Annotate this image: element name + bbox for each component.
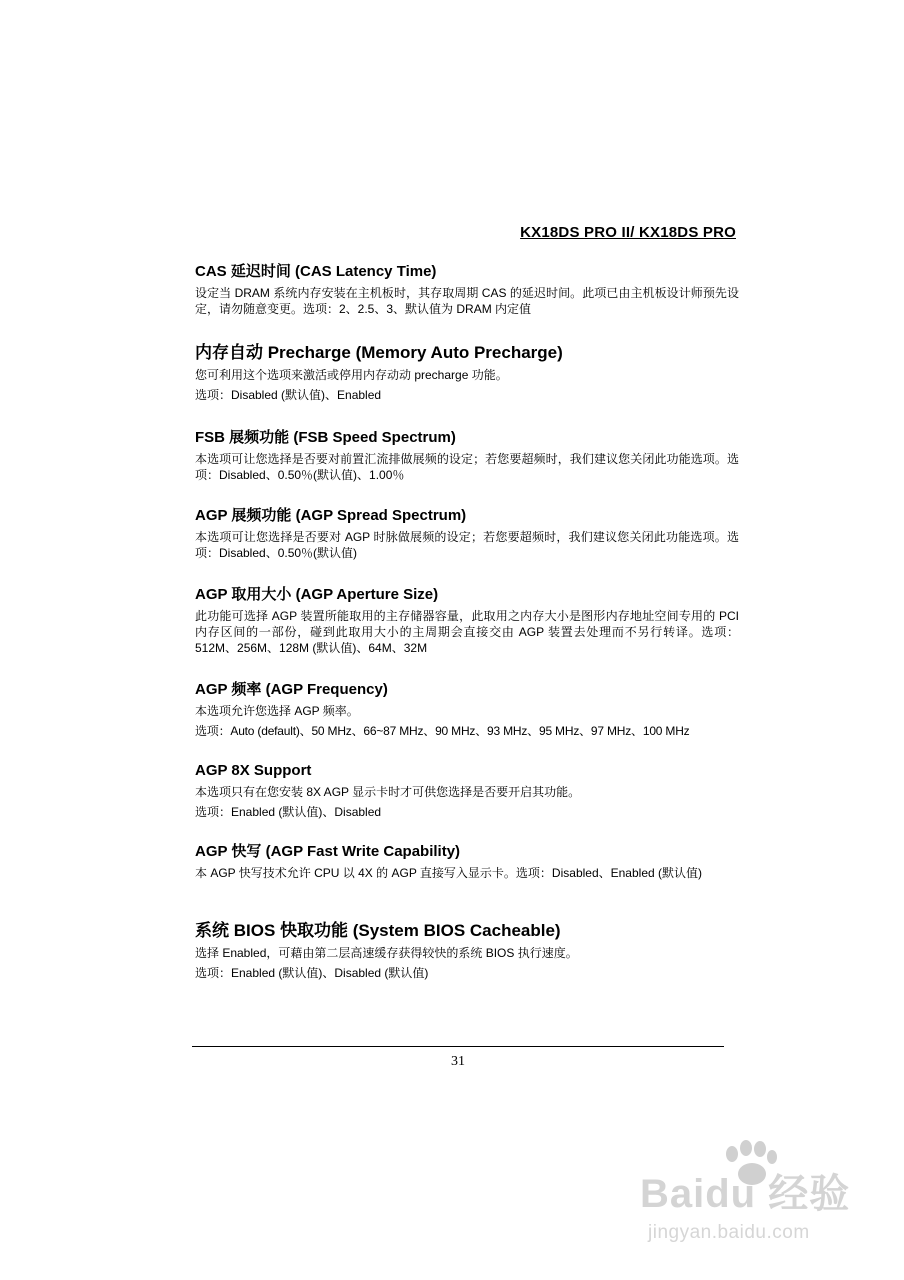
- section-agp-spread-spectrum: [195, 506, 739, 561]
- watermark-brand: Baidu 经验: [640, 1172, 851, 1216]
- section-agp-aperture-size: [195, 585, 739, 656]
- section-system-bios-cacheable: [195, 920, 739, 981]
- section-fsb-speed-spectrum: [195, 428, 739, 483]
- page-header-model: KX18DS PRO II/ KX18DS PRO: [520, 224, 736, 241]
- section-text: 选择 Enabled，可藉由第二层高速缓存获得较快的系统 BIOS 执行速度。: [195, 946, 578, 960]
- section-text: 本选项只有在您安装 8X AGP 显示卡时才可供您选择是否要开启其功能。: [195, 785, 581, 799]
- section-text: 本选项允许您选择 AGP 频率。: [195, 704, 359, 718]
- section-title: AGP 8X Support: [195, 762, 312, 779]
- section-text: 本选项可让您选择是否要对前置汇流排做展频的设定；若您要超频时，我们建议您关闭此功能选项。选项：Disabled、0.50％(默认值)、1.00％: [195, 452, 739, 482]
- footer-divider: [192, 1046, 724, 1047]
- section-agp-fast-write: [195, 842, 739, 881]
- section-title: 内存自动 Precharge (Memory Auto Precharge): [195, 343, 563, 362]
- section-title: CAS 延迟时间 (CAS Latency Time): [195, 263, 437, 280]
- section-text: 此功能可选择 AGP 装置所能取用的主存储器容量，此取用之内存大小是图形内存地址空间专用的 PCI 内存区间的一部份，碰到此取用大小的主周期会直接交由 AGP 装置去处理而不另行转译。选项：512M、256M、128M (默认值)、64M、32M: [195, 609, 739, 655]
- section-title: AGP 快写 (AGP Fast Write Capability): [195, 843, 461, 860]
- section-title: AGP 展频功能 (AGP Spread Spectrum): [195, 507, 467, 524]
- section-options: 选项：Disabled (默认值)、Enabled: [195, 388, 382, 402]
- section-text: 本选项可让您选择是否要对 AGP 时脉做展频的设定；若您要超频时，我们建议您关闭此功能选项。选项：Disabled、0.50％(默认值): [195, 530, 739, 560]
- section-cas-latency: [195, 262, 739, 317]
- section-agp-frequency: [195, 680, 739, 739]
- section-text: 设定当 DRAM 系统内存安装在主机板时，其存取周期 CAS 的延迟时间。此项已由主机板设计师预先设定，请勿随意变更。选项：2、2.5、3、默认值为 DRAM 内定值: [195, 286, 739, 316]
- section-title: FSB 展频功能 (FSB Speed Spectrum): [195, 429, 456, 446]
- section-options: 选项：Auto (default)、50 MHz、66~87 MHz、90 MHz、93 MHz、95 MHz、97 MHz、100 MHz: [195, 724, 690, 738]
- watermark: [640, 1140, 880, 1260]
- section-title: 系统 BIOS 快取功能 (System BIOS Cacheable): [195, 921, 561, 940]
- section-text: 您可利用这个选项来激活或停用内存动动 precharge 功能。: [195, 368, 508, 382]
- section-options: 选项：Enabled (默认值)、Disabled (默认值): [195, 966, 429, 980]
- section-text: 本 AGP 快写技术允许 CPU 以 4X 的 AGP 直接写入显示卡。选项：Disabled、Enabled (默认值): [195, 866, 702, 880]
- section-options: 选项：Enabled (默认值)、Disabled: [195, 805, 382, 819]
- section-title: AGP 取用大小 (AGP Aperture Size): [195, 586, 439, 603]
- section-memory-auto-precharge: [195, 342, 739, 403]
- section-agp-8x-support: [195, 761, 739, 820]
- section-title: AGP 频率 (AGP Frequency): [195, 681, 388, 698]
- page-number: 31: [451, 1054, 465, 1069]
- watermark-url: jingyan.baidu.com: [648, 1222, 810, 1243]
